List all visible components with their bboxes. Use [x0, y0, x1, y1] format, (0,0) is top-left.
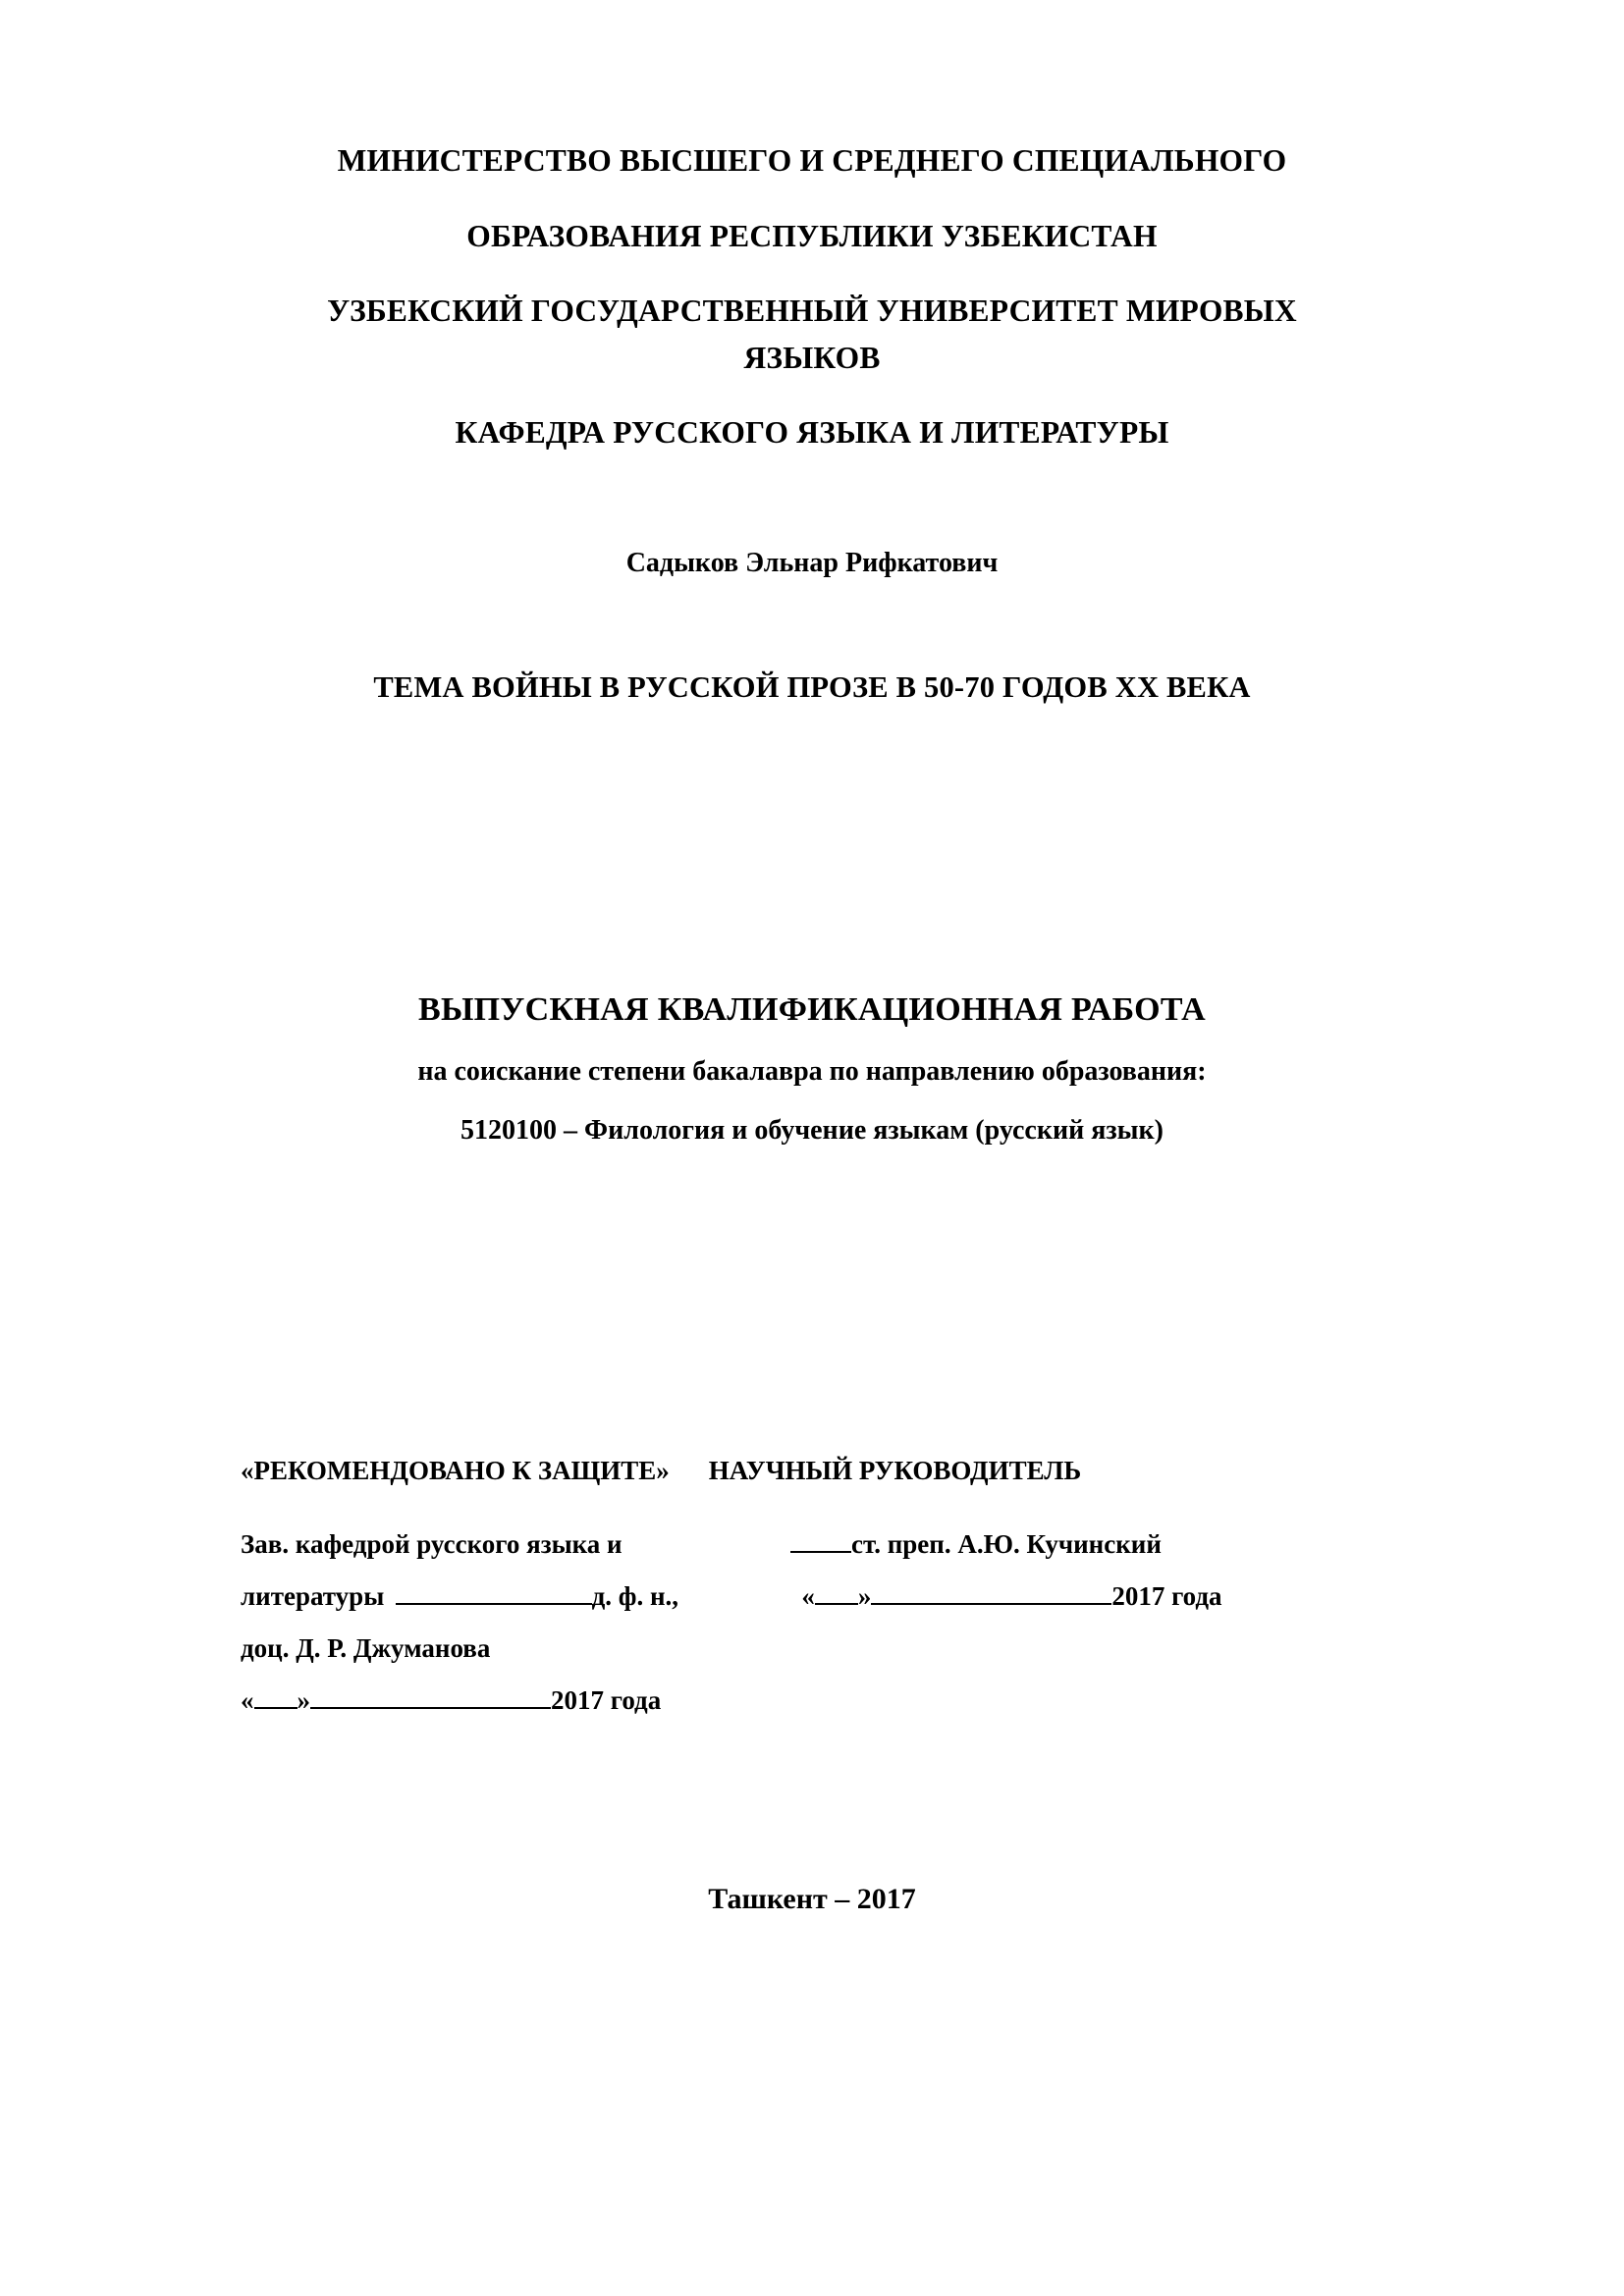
head-of-department-date-quote-close: »	[297, 1685, 310, 1715]
head-of-department-date-quote-open: «	[241, 1685, 254, 1715]
supervisor-date-year: 2017 года	[1111, 1581, 1222, 1611]
supervisor-name: ст. преп. А.Ю. Кучинский	[851, 1529, 1162, 1559]
head-of-department-degree: д. ф. н.,	[591, 1581, 679, 1611]
footer-block	[0, 1885, 1624, 1914]
author-block	[0, 550, 1624, 577]
supervisor-signature-rule	[790, 1531, 851, 1553]
thesis-title-block	[0, 672, 1624, 703]
university-line-2: ЯЗЫКОВ	[743, 340, 881, 375]
work-type-block	[0, 993, 1624, 1145]
work-type-heading: ВЫПУСКНАЯ КВАЛИФИКАЦИОННАЯ РАБОТА	[417, 991, 1207, 1028]
department-line: КАФЕДРА РУССКОГО ЯЗЫКА И ЛИТЕРАТУРЫ	[455, 415, 1169, 450]
head-of-department-date-row	[241, 1685, 1419, 1716]
approval-row-2	[241, 1581, 1419, 1612]
ministry-line-2: ОБРАЗОВАНИЯ РЕСПУБЛИКИ УЗБЕКИСТАН	[466, 218, 1158, 253]
approval-block	[241, 1456, 1419, 1737]
head-of-department-role-line2-cell	[241, 1581, 790, 1612]
supervisor-heading: НАУЧНЫЙ РУКОВОДИТЕЛЬ	[708, 1456, 1082, 1485]
place-and-year: Ташкент – 2017	[708, 1883, 916, 1915]
head-of-department-date-month-rule	[310, 1687, 551, 1709]
supervisor-date-month-rule	[871, 1583, 1111, 1605]
supervisor-date-day-rule	[815, 1583, 858, 1605]
recommended-heading: «РЕКОМЕНДОВАНО К ЗАЩИТЕ»	[241, 1456, 670, 1485]
author-name: Садыков Эльнар Рифкатович	[625, 548, 999, 578]
approval-row-1	[241, 1529, 1419, 1560]
supervisor-date-quote-open: «	[801, 1581, 815, 1611]
head-of-department-role-line1: Зав. кафедрой русского языка и	[241, 1529, 623, 1559]
head-of-department-name: доц. Д. Р. Джуманова	[241, 1633, 491, 1663]
supervisor-date-cell	[790, 1581, 1419, 1612]
organization-header	[0, 145, 1624, 449]
work-type-subtitle: на соискание степени бакалавра по направлению образования:	[417, 1056, 1207, 1087]
approval-headings-row	[241, 1456, 1419, 1486]
ministry-line-1: МИНИСТЕРСТВО ВЫСШЕГО И СРЕДНЕГО СПЕЦИАЛЬНОГО	[337, 143, 1287, 178]
head-of-department-date-day-rule	[254, 1687, 298, 1709]
head-of-department-date-year: 2017 года	[551, 1685, 662, 1715]
head-of-department-signature-rule	[396, 1583, 592, 1605]
head-of-department-role-line2: литературы	[241, 1581, 385, 1611]
program-code: 5120100 – Филология и обучение языкам (русский язык)	[460, 1115, 1164, 1146]
supervisor-name-cell	[790, 1529, 1419, 1560]
supervisor-date-quote-close: »	[857, 1581, 872, 1611]
university-line-1: УЗБЕКСКИЙ ГОСУДАРСТВЕННЫЙ УНИВЕРСИТЕТ МИРОВЫХ	[327, 294, 1297, 328]
page-title: ТЕМА ВОЙНЫ В РУССКОЙ ПРОЗЕ В 50-70 ГОДОВ XX ВЕКА	[373, 670, 1251, 704]
